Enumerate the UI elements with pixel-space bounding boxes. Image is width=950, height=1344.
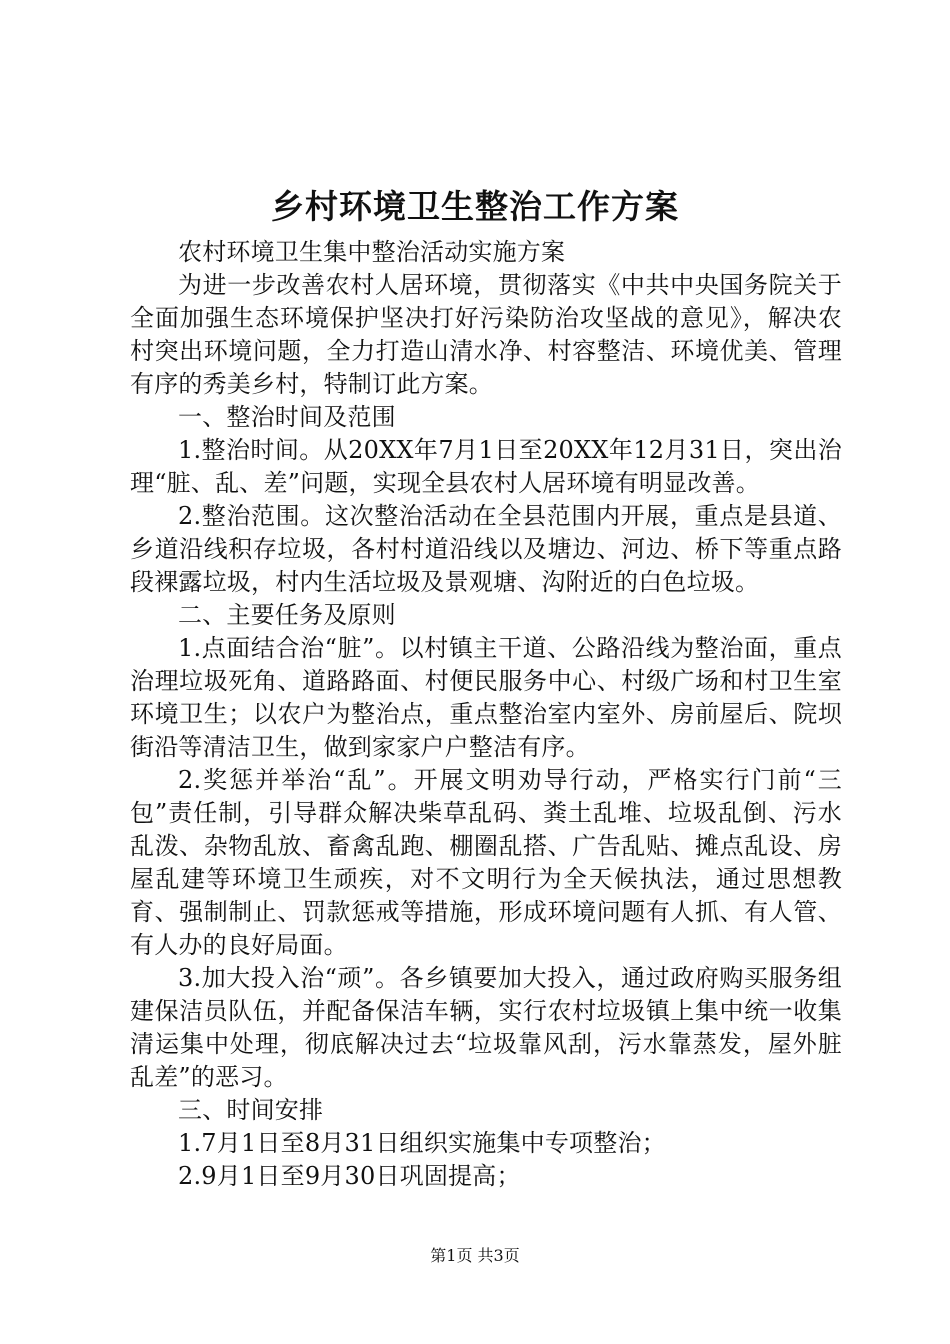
paragraph-subtitle: 农村环境卫生集中整治活动实施方案	[178, 238, 566, 266]
paragraph-schedule-1: 1.7月1日至8月31日组织实施集中专项整治；	[178, 1129, 666, 1157]
paragraph-task-chaos: 2.奖惩并举治“乱”。开展文明劝导行动，严格实行门前“三包”责任制，引导群众解决柴草乱码、粪土乱堆、垃圾乱倒、污水乱泼、杂物乱放、畜禽乱跑、棚圈乱搭、广告乱贴、摊点乱设、房屋乱建等环境卫生顽疾，对不文明行为全天候执法，通过思想教育、强制制止、罚款惩戒等措施，形成环境问题有人抓、有人管、有人办的良好局面。	[130, 766, 842, 959]
paragraph-task-stubborn: 3.加大投入治“顽”。各乡镇要加大投入，通过政府购买服务组建保洁员队伍，并配备保洁车辆，实行农村垃圾镇上集中统一收集清运集中处理，彻底解决过去“垃圾靠风刮，污水靠蒸发，屋外脏乱差”的恶习。	[130, 964, 842, 1091]
section-heading-tasks: 二、主要任务及原则	[178, 601, 396, 629]
paragraph-intro: 为进一步改善农村人居环境，贯彻落实《中共中央国务院关于全面加强生态环境保护坚决打好污染防治攻坚战的意见》，解决农村突出环境问题，全力打造山清水净、村容整洁、环境优美、管理有序的秀美乡村，特制订此方案。	[130, 271, 842, 398]
section-heading-schedule: 三、时间安排	[178, 1096, 324, 1124]
paragraph-time: 1.整治时间。从20XX年7月1日至20XX年12月31日，突出治理“脏、乱、差”问题，实现全县农村人居环境有明显改善。	[130, 436, 842, 497]
section-heading-time-scope: 一、整治时间及范围	[178, 403, 396, 431]
document-body	[130, 236, 842, 1193]
paragraph-task-dirty: 1.点面结合治“脏”。以村镇主干道、公路沿线为整治面，重点治理垃圾死角、道路路面、村便民服务中心、村级广场和村卫生室环境卫生；以农户为整治点，重点整治室内室外、房前屋后、院坝街沿等清洁卫生，做到家家户户整洁有序。	[130, 634, 842, 761]
paragraph-scope: 2.整治范围。这次整治活动在全县范围内开展，重点是县道、乡道沿线积存垃圾，各村村道沿线以及塘边、河边、桥下等重点路段裸露垃圾，村内生活垃圾及景观塘、沟附近的白色垃圾。	[130, 502, 842, 596]
page-footer: 第1页 共3页	[430, 1246, 520, 1265]
page-title: 乡村环境卫生整治工作方案	[271, 187, 679, 226]
paragraph-schedule-2: 2.9月1日至9月30日巩固提高；	[178, 1162, 521, 1190]
